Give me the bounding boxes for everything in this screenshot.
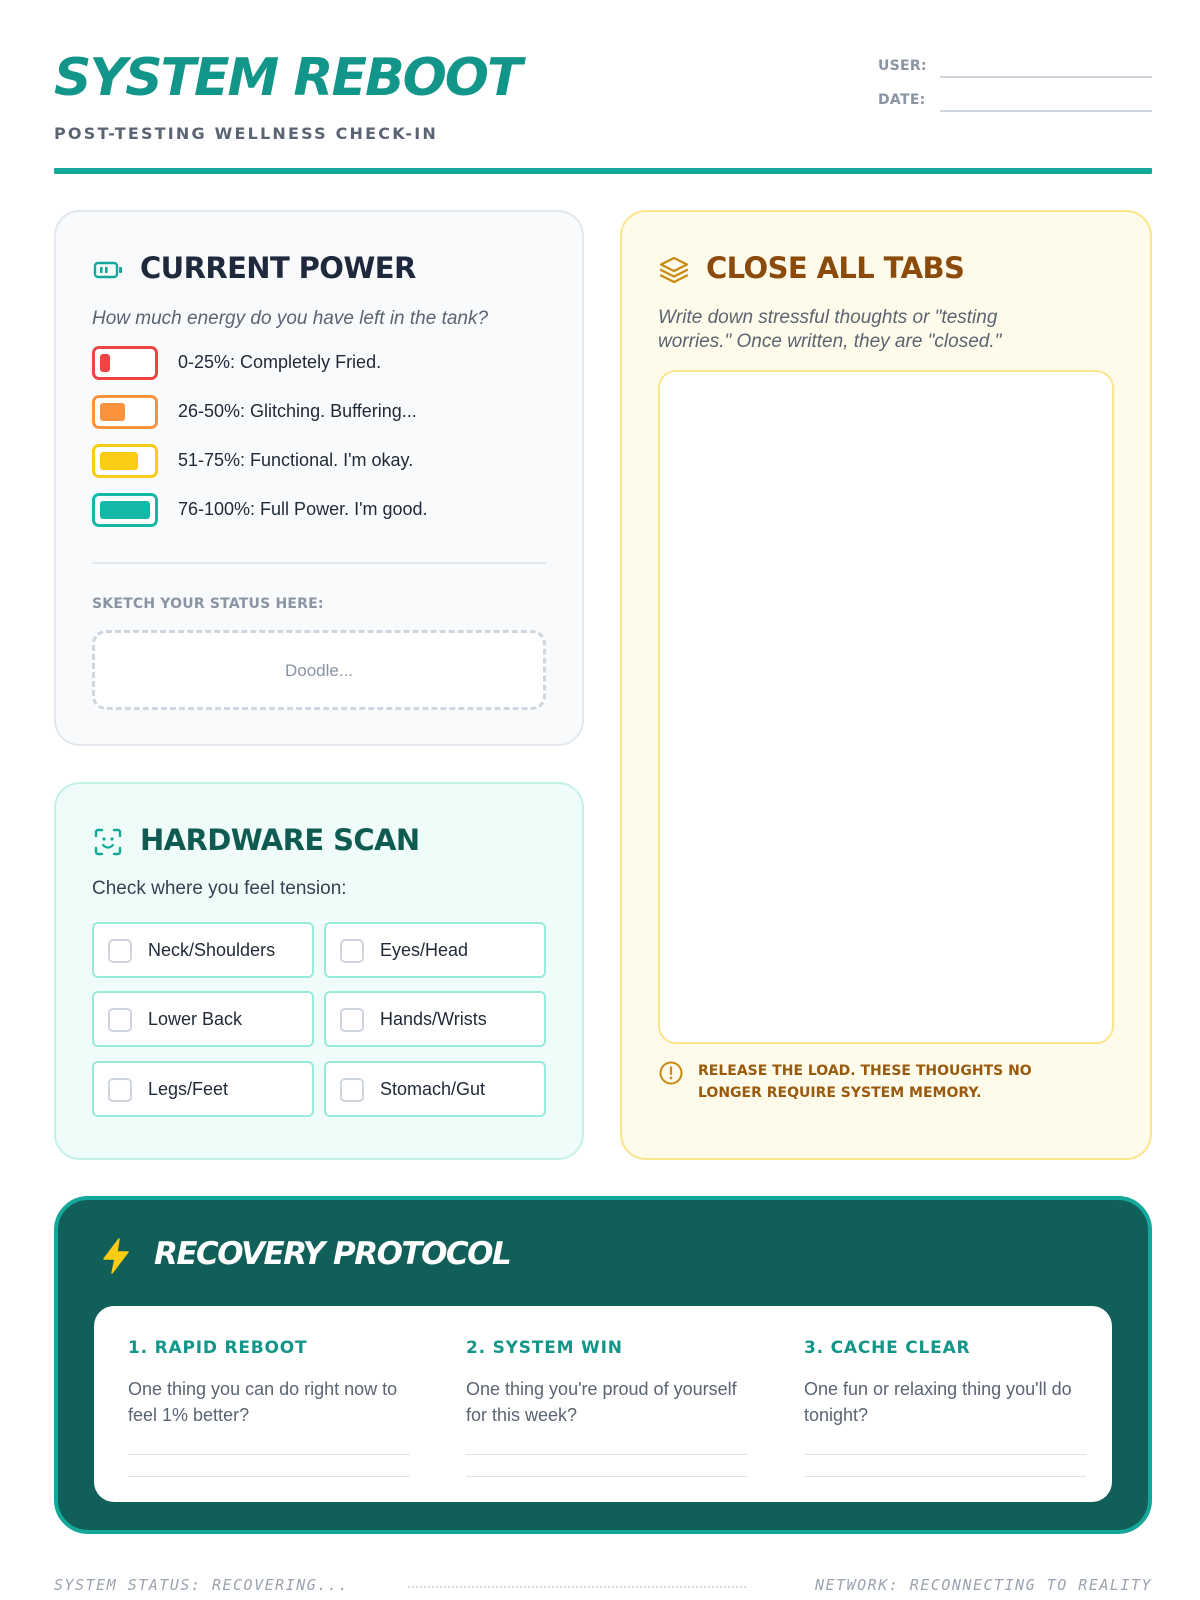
doodle-area[interactable]	[92, 630, 546, 710]
current-power-card	[54, 210, 584, 746]
answer-line[interactable]	[466, 1476, 748, 1477]
tension-checkbox[interactable]	[92, 922, 314, 978]
recovery-step-2	[466, 1338, 748, 1428]
header-divider	[54, 168, 1152, 174]
answer-line[interactable]	[804, 1476, 1086, 1477]
battery-level-icon	[92, 493, 158, 527]
user-field[interactable]	[940, 56, 1152, 78]
recovery-protocol-section	[54, 1196, 1152, 1534]
power-divider	[92, 562, 546, 564]
scan-prompt: Check where you feel tension:	[92, 878, 347, 899]
answer-line[interactable]	[128, 1476, 410, 1477]
tension-checkbox[interactable]	[324, 1061, 546, 1117]
tension-checkbox[interactable]	[324, 922, 546, 978]
checkbox-square[interactable]	[340, 1008, 364, 1032]
checkbox-square[interactable]	[108, 1008, 132, 1032]
checkbox-label: Stomach/Gut	[380, 1079, 486, 1099]
step-description: One thing you're proud of yourself for this week?	[466, 1379, 737, 1425]
close-all-tabs-card	[620, 210, 1152, 1160]
checkbox-label: Lower Back	[148, 1009, 243, 1029]
system-status-text: SYSTEM STATUS: RECOVERING...	[54, 1576, 349, 1594]
power-level-1[interactable]	[92, 395, 552, 429]
checkbox-label: Legs/Feet	[148, 1079, 229, 1099]
checkbox-label: Eyes/Head	[380, 940, 469, 960]
user-label: USER:	[878, 58, 927, 74]
answer-line[interactable]	[466, 1454, 748, 1455]
battery-level-icon	[92, 346, 158, 380]
page-title: SYSTEM REBOOT	[54, 48, 521, 108]
date-field[interactable]	[940, 90, 1152, 112]
checkbox-square[interactable]	[340, 1078, 364, 1102]
current-power-title: CURRENT POWER	[140, 251, 416, 285]
lightning-bolt-icon	[96, 1236, 136, 1276]
alert-circle-icon	[658, 1060, 684, 1086]
worries-writing-area[interactable]	[658, 370, 1114, 1044]
checkbox-square[interactable]	[108, 939, 132, 963]
battery-icon	[92, 254, 124, 286]
answer-line[interactable]	[804, 1454, 1086, 1455]
footer	[54, 1576, 1152, 1596]
layers-icon	[658, 254, 690, 286]
page-subtitle: POST-TESTING WELLNESS CHECK-IN	[54, 124, 439, 143]
user-row	[878, 56, 1152, 78]
tension-checkbox[interactable]	[92, 991, 314, 1047]
release-text: RELEASE THE LOAD. THESE THOUGHTS NO LONGER REQUIRE SYSTEM MEMORY.	[698, 1063, 1032, 1101]
recovery-step-3	[804, 1338, 1086, 1428]
checkbox-label: Neck/Shoulders	[148, 940, 276, 960]
date-label: DATE:	[878, 92, 926, 108]
power-prompt: How much energy do you have left in the tank?	[92, 308, 489, 329]
recovery-protocol-title: RECOVERY PROTOCOL	[154, 1236, 511, 1272]
checkbox-square[interactable]	[108, 1078, 132, 1102]
footer-divider	[408, 1586, 746, 1588]
header	[54, 40, 1152, 176]
checkbox-square[interactable]	[340, 939, 364, 963]
tension-checkbox[interactable]	[92, 1061, 314, 1117]
step-title: 2. SYSTEM WIN	[466, 1338, 623, 1358]
battery-level-icon	[92, 395, 158, 429]
recovery-steps-panel	[94, 1306, 1112, 1502]
face-scan-icon	[92, 826, 124, 858]
checkbox-label: Hands/Wrists	[380, 1009, 487, 1029]
tabs-prompt: Write down stressful thoughts or "testing worries." Once written, they are "closed."	[658, 307, 1002, 352]
step-title: 1. RAPID REBOOT	[128, 1338, 308, 1358]
step-title: 3. CACHE CLEAR	[804, 1338, 971, 1358]
sketch-label: SKETCH YOUR STATUS HERE:	[92, 596, 324, 612]
power-level-label: 26-50%: Glitching. Buffering...	[178, 401, 417, 421]
power-level-label: 51-75%: Functional. I'm okay.	[178, 450, 414, 470]
hardware-scan-title: HARDWARE SCAN	[140, 823, 420, 857]
power-level-label: 0-25%: Completely Fried.	[178, 352, 382, 372]
battery-level-icon	[92, 444, 158, 478]
power-level-2[interactable]	[92, 444, 552, 478]
power-level-3[interactable]	[92, 493, 552, 527]
tension-checkbox[interactable]	[324, 991, 546, 1047]
power-level-label: 76-100%: Full Power. I'm good.	[178, 499, 428, 519]
doodle-placeholder: Doodle...	[284, 661, 354, 680]
answer-line[interactable]	[128, 1454, 410, 1455]
hardware-scan-card	[54, 782, 584, 1160]
power-level-0[interactable]	[92, 346, 552, 380]
recovery-step-1	[128, 1338, 410, 1428]
close-all-tabs-title: CLOSE ALL TABS	[706, 251, 965, 285]
network-status-text: NETWORK: RECONNECTING TO REALITY	[815, 1576, 1152, 1594]
step-description: One fun or relaxing thing you'll do tonight?	[804, 1379, 1072, 1425]
step-description: One thing you can do right now to feel 1% better?	[128, 1379, 398, 1425]
date-row	[878, 90, 1152, 112]
